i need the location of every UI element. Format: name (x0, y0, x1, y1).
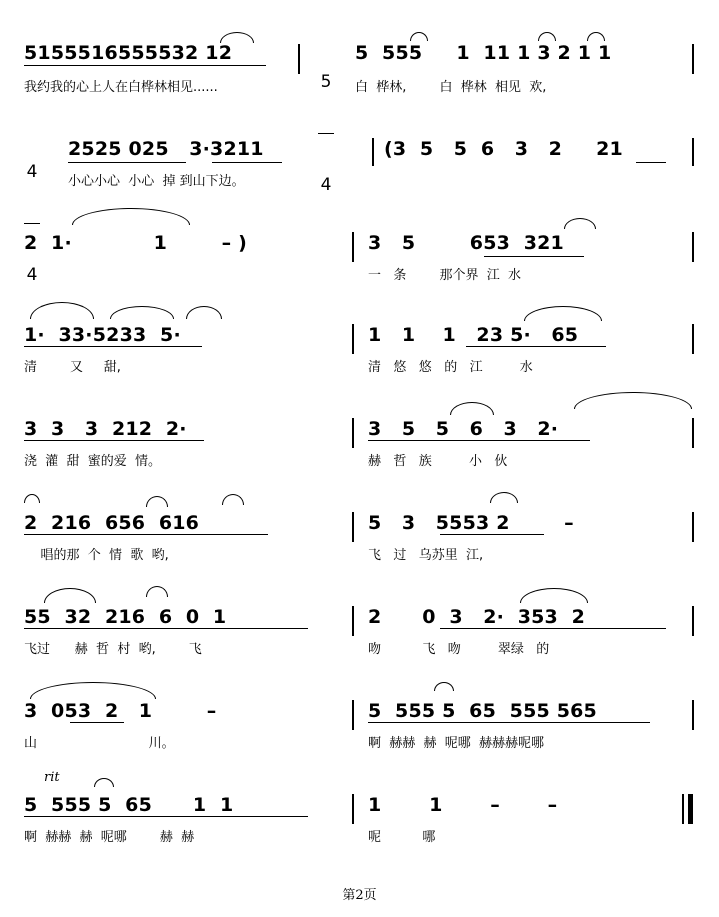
notes-right: (3 5 5 6 3 2 21 (384, 138, 623, 160)
underline-beam (368, 440, 590, 441)
barline (692, 232, 694, 262)
underline-beam (24, 534, 268, 535)
notes-right: 3 5 653 321 (368, 232, 564, 254)
score-system-4 (0, 296, 719, 386)
underline-beam (484, 256, 584, 257)
score-system-3 (0, 208, 719, 298)
slur (520, 588, 588, 603)
rit-marking: rit (44, 770, 60, 785)
lyrics-right: 赫 哲 族 小 伙 (368, 454, 508, 469)
barline (692, 606, 694, 636)
score-system-7 (0, 578, 719, 668)
notes-left: 5 555 5 65 1 1 (24, 794, 234, 816)
notes-right: 5 3 5553 2 – (368, 512, 574, 534)
barline (352, 418, 354, 448)
lyrics-left: 清 又 甜, (24, 360, 121, 375)
slur (410, 32, 428, 41)
notes-left: 5155516555532 12 (24, 42, 233, 64)
notes-right: 1 1 – – (368, 794, 558, 816)
notes-right: 3 5 5 6 3 2· (368, 418, 559, 440)
lyrics-left: 啊 赫赫 赫 呢哪 赫 赫 (24, 830, 195, 845)
score-system-8 (0, 672, 719, 762)
slur (434, 682, 454, 691)
barline (682, 794, 684, 824)
time-signature: 5 4 (318, 32, 334, 235)
slur (538, 32, 556, 41)
notes-left: 2 1· 1 – ) (24, 232, 248, 254)
underline-beam (24, 440, 204, 441)
slur (222, 494, 244, 505)
underline-beam (24, 628, 308, 629)
slur (146, 496, 168, 507)
slur (220, 32, 254, 43)
lyrics-left: 浇 灌 甜 蜜的爱 情。 (24, 454, 162, 469)
underline-beam (368, 722, 650, 723)
underline-beam (440, 534, 544, 535)
underline-beam (68, 162, 186, 163)
lyrics-left: 山 川。 (24, 736, 175, 751)
notes-right: 5 555 5 65 555 565 (368, 700, 597, 722)
slur (574, 392, 692, 409)
score-system-6 (0, 484, 719, 574)
underline-beam (466, 346, 606, 347)
score-system-9 (0, 766, 719, 856)
underline-beam (70, 722, 124, 723)
slur (24, 494, 40, 503)
lyrics-right: 呢 哪 (368, 830, 436, 845)
lyrics-left: 我约我的心上人在白桦林相见...... (24, 80, 218, 95)
barline (352, 512, 354, 542)
slur (94, 778, 114, 787)
score-system-5 (0, 392, 719, 482)
final-barline (688, 794, 693, 824)
barline (352, 324, 354, 354)
slur (450, 402, 494, 415)
lyrics-right: 飞 过 乌苏里 江, (368, 548, 484, 563)
slur (30, 302, 94, 319)
barline (372, 138, 374, 166)
slur (146, 586, 168, 597)
barline (352, 700, 354, 730)
underline-beam (24, 346, 202, 347)
time-signature: 4 4 (24, 122, 40, 325)
notes-right: 1 1 1 23 5· 65 (368, 324, 579, 346)
barline (692, 512, 694, 542)
barline (692, 44, 694, 74)
slur (564, 218, 596, 229)
lyrics-left: 小心小心 小心 掉 到山下边。 (68, 174, 245, 189)
underline-beam (24, 816, 308, 817)
notes-left: 3 3 3 212 2· (24, 418, 187, 440)
underline-beam (24, 65, 266, 66)
slur (30, 682, 156, 699)
notes-left: 2525 025 3·3211 (68, 138, 264, 160)
page-number: 第2页 (342, 888, 377, 903)
slur (587, 32, 605, 41)
notes-left: 3 053 2 1 – (24, 700, 217, 722)
lyrics-right: 白 桦林, 白 桦林 相见 欢, (355, 80, 547, 95)
lyrics-right: 一 条 那个界 江 水 (368, 268, 521, 283)
barline (352, 606, 354, 636)
lyrics-right: 清 悠 悠 的 江 水 (368, 360, 533, 375)
underline-beam (636, 162, 666, 163)
notes-left: 1· 33·5233 5· (24, 324, 181, 346)
notes-left: 55 32 216 6 0 1 (24, 606, 227, 628)
barline (352, 232, 354, 262)
underline-beam (440, 628, 666, 629)
barline (692, 418, 694, 448)
lyrics-right: 啊 赫赫 赫 呢哪 赫赫赫呢哪 (368, 736, 545, 751)
slur (110, 306, 174, 319)
lyrics-right: 吻 飞 吻 翠绿 的 (368, 642, 550, 657)
barline (692, 700, 694, 730)
barline (692, 324, 694, 354)
lyrics-left: 唱的那 个 情 歌 哟, (24, 548, 169, 563)
lyrics-left: 飞过 赫 哲 村 哟, 飞 (24, 642, 202, 657)
notes-left: 2 216 656 616 (24, 512, 200, 534)
notes-right: 2 0 3 2· 353 2 (368, 606, 586, 628)
underline-beam (212, 162, 282, 163)
slur (72, 208, 190, 225)
slur (44, 588, 96, 603)
barline (692, 138, 694, 166)
slur (186, 306, 222, 319)
barline (298, 44, 300, 74)
notes-right: 5 555 1 11 1 3 2 1 1 (355, 42, 612, 64)
slur (524, 306, 602, 321)
slur (490, 492, 518, 503)
barline (352, 794, 354, 824)
